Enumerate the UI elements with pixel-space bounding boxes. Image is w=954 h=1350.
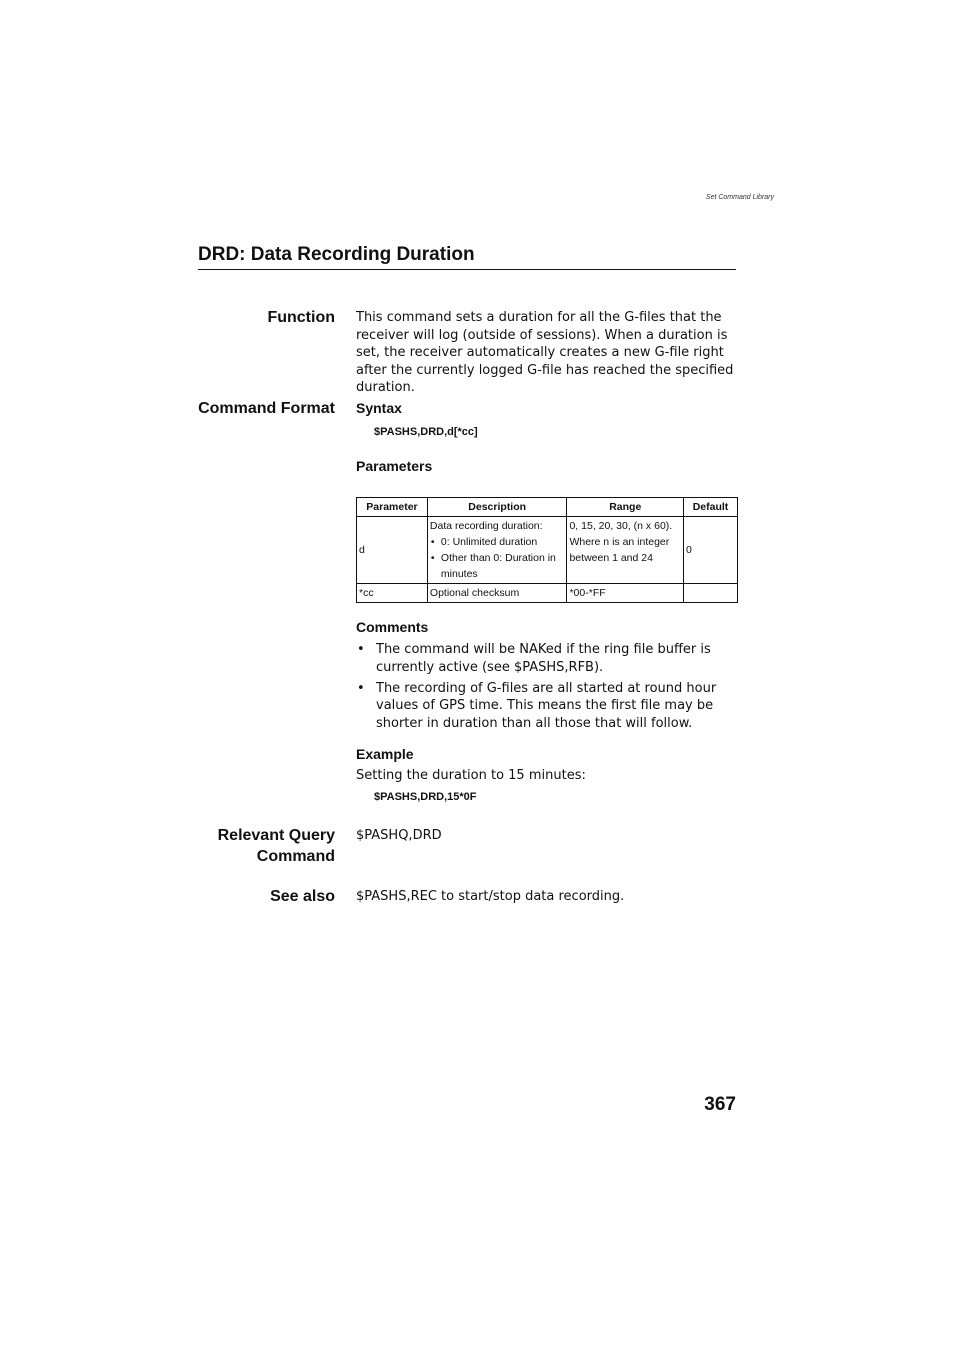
description-list-item: • 0: Unlimited duration — [430, 534, 565, 550]
function-heading: Function — [267, 309, 335, 326]
table-header-cell: Parameter — [357, 498, 428, 517]
parameter-cell: d — [357, 517, 428, 584]
command-format-heading: Command Format — [198, 400, 335, 417]
table-row — [357, 584, 738, 603]
example-code: $PASHS,DRD,15*0F — [374, 791, 477, 803]
range-cell: 0, 15, 20, 30, (n x 60). Where n is an integer between 1 and 24 — [567, 517, 684, 584]
syntax-code: $PASHS,DRD,d[*cc] — [374, 426, 478, 438]
table-header-cell: Default — [684, 498, 738, 517]
relevant-query-heading-line2: Command — [256, 848, 335, 865]
list-item: • The recording of G-files are all started at round hour values of GPS time. This means the first file may be shorter in duration than all those that will follow. — [356, 680, 726, 733]
description-text: Data recording duration: — [429, 520, 543, 532]
range-cell: *00-*FF — [567, 584, 684, 603]
list-item: • The command will be NAKed if the ring file buffer is currently active (see $PASHS,RFB). — [356, 641, 726, 676]
parameters-table — [356, 497, 738, 603]
description-cell — [427, 517, 567, 584]
comments-heading: Comments — [356, 619, 429, 635]
syntax-heading: Syntax — [356, 400, 402, 416]
relevant-query-heading — [150, 825, 335, 867]
default-cell — [684, 584, 738, 603]
see-also-text: $PASHS,REC to start/stop data recording. — [356, 889, 625, 904]
see-also-heading: See also — [270, 888, 335, 905]
description-cell: Optional checksum — [427, 584, 567, 603]
description-list-item: • Other than 0: Duration in minutes — [430, 550, 565, 582]
description-list — [430, 534, 565, 582]
table-header-cell: Description — [427, 498, 567, 517]
page-title: DRD: Data Recording Duration — [198, 244, 736, 270]
relevant-query-heading-line1: Relevant Query — [217, 827, 335, 844]
page-number: 367 — [704, 1094, 736, 1115]
example-heading: Example — [356, 746, 414, 762]
table-header-cell: Range — [567, 498, 684, 517]
example-text: Setting the duration to 15 minutes: — [356, 768, 586, 783]
parameter-cell: *cc — [357, 584, 428, 603]
default-cell: 0 — [684, 517, 738, 584]
comments-list — [356, 641, 726, 736]
function-text: This command sets a duration for all the G-files that the receiver will log (outside of sessions). When a duration is set, the receiver automatically creates a new G-file right after the currently logged G-file has reached the specified duration. — [356, 310, 734, 395]
table-row — [357, 517, 738, 584]
parameters-heading: Parameters — [356, 458, 433, 474]
running-header: Set Command Library — [705, 194, 774, 201]
relevant-query-text: $PASHQ,DRD — [356, 828, 442, 843]
table-header-row — [357, 498, 738, 517]
